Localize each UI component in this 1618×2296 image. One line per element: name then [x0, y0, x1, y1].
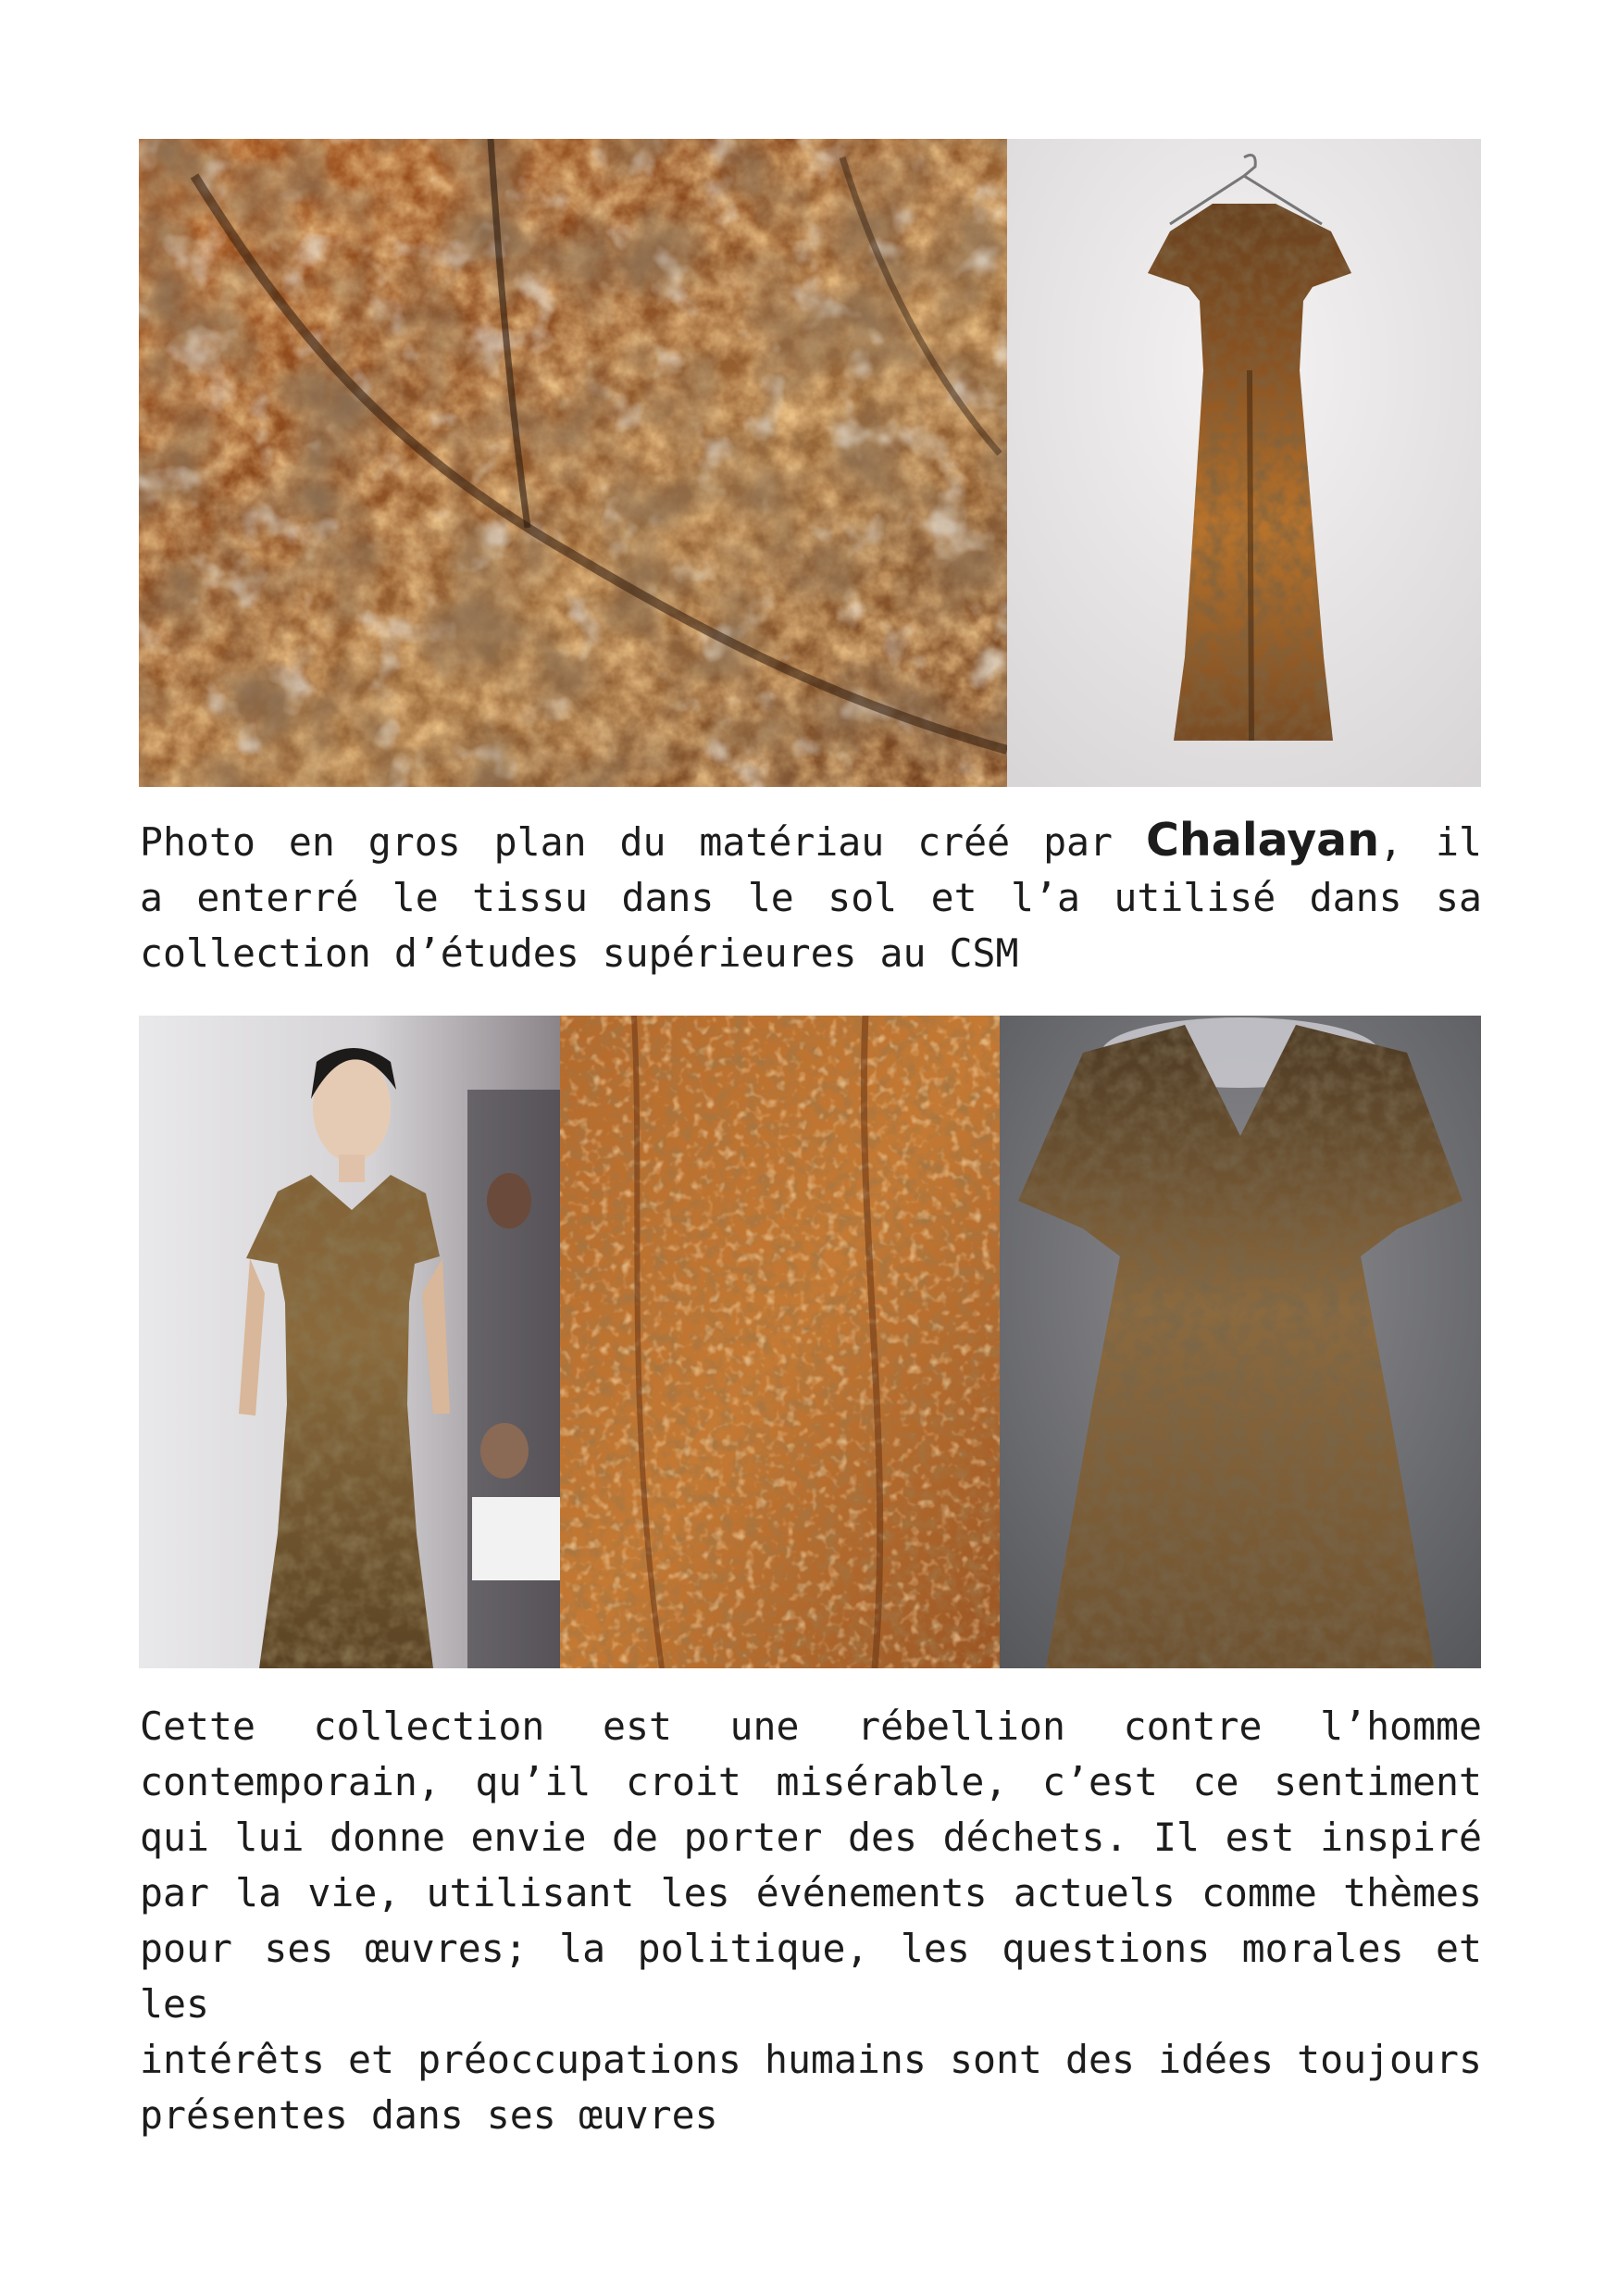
- photo-caption: [140, 813, 1482, 981]
- caption-line-1: [140, 813, 1482, 870]
- body-line: qui lui donne envie de porter des déchets. Il est inspiré: [140, 1815, 1482, 1860]
- body-line: par la vie, utilisant les événements actuels comme thèmes: [140, 1870, 1482, 1915]
- body-line: contemporain, qu’il croit misérable, c’est ce sentiment: [140, 1759, 1482, 1804]
- caption-line-3: collection d’études supérieures au CSM: [140, 930, 1019, 976]
- rusted-dress-in-display-photo: [1000, 1016, 1481, 1668]
- body-line: intérêts et préoccupations humains sont des idées toujours: [140, 2037, 1482, 2082]
- designer-name: Chalayan: [1145, 814, 1380, 867]
- model-wearing-rusted-dress-photo: [139, 1016, 560, 1668]
- caption-text-start: Photo en gros plan du matériau créé par: [140, 819, 1146, 865]
- body-line: pour ses œuvres; la politique, les questions morales et les: [140, 1926, 1482, 2027]
- caption-text-end: , il: [1379, 819, 1482, 865]
- body-line: présentes dans ses œuvres: [140, 2092, 718, 2138]
- caption-line-2: a enterré le tissu dans le sol et l’a utilisé dans sa: [140, 875, 1482, 920]
- rust-fabric-closeup-photo: [139, 139, 1007, 787]
- rust-fabric-texture-photo: [560, 1016, 1000, 1668]
- body-line: Cette collection est une rébellion contre l’homme: [140, 1703, 1482, 1749]
- rusted-dress-on-hanger-photo: [1007, 139, 1481, 787]
- body-paragraph: [140, 1699, 1482, 2143]
